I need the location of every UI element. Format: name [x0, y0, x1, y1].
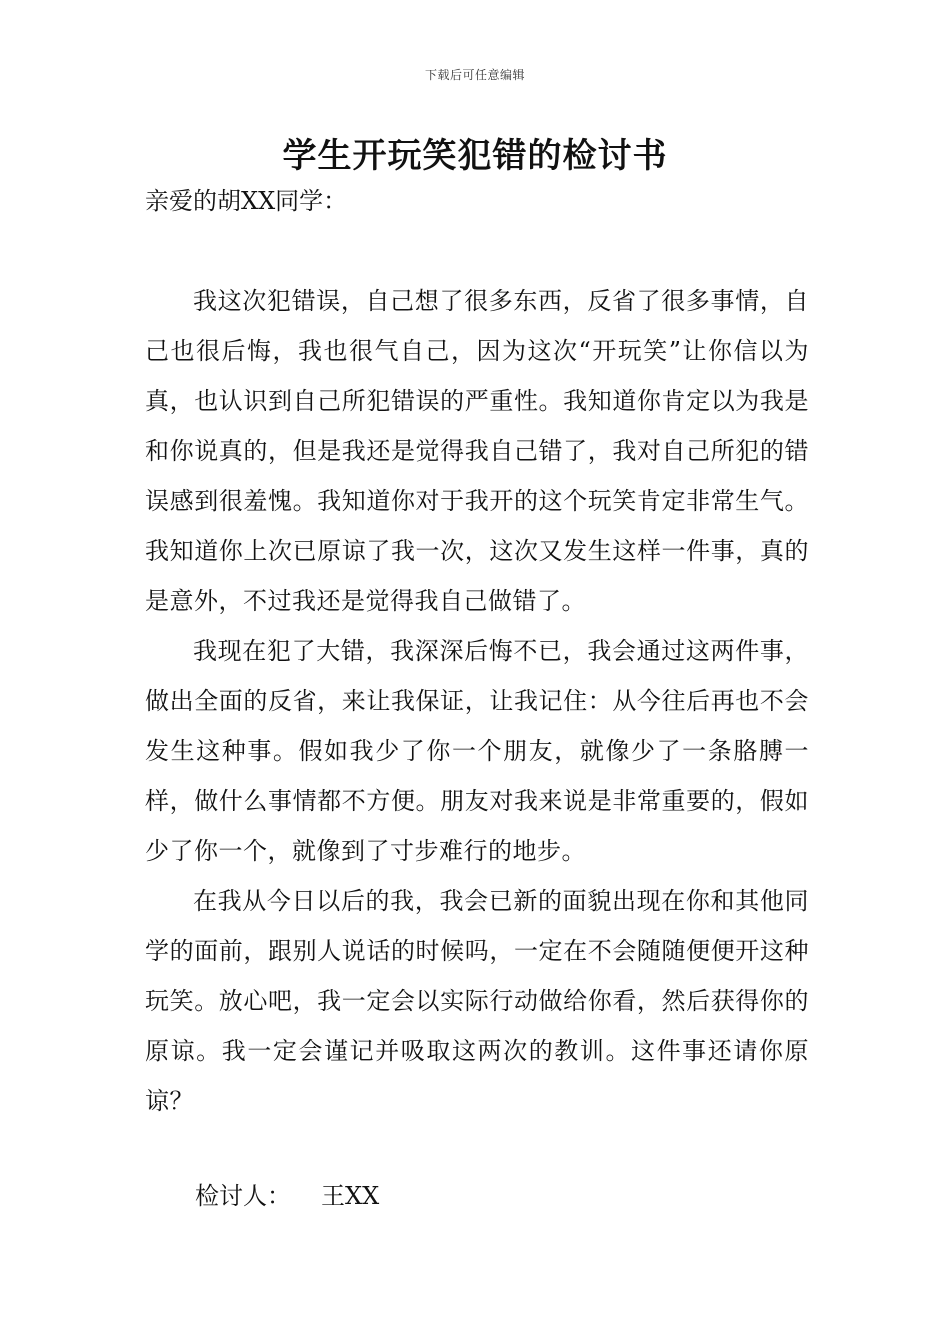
signature-label: 检讨人： — [195, 1182, 291, 1210]
signature-block — [195, 1176, 379, 1216]
paragraph-2: 我现在犯了大错，我深深后悔不已，我会通过这两件事，做出全面的反省，来让我保证，让我记住：从今往后再也不会发生这种事。假如我少了你一个朋友，就像少了一条胳膊一样，做什么事情都不方便。朋友对我来说是非常重要的，假如少了你一个，就像到了寸步难行的地步。 — [145, 637, 809, 865]
salutation: 亲爱的胡XX同学： — [145, 187, 348, 215]
letter-body — [145, 276, 809, 1126]
signature-name: 王XX — [321, 1182, 380, 1210]
paragraph-1: 我这次犯错误，自己想了很多东西，反省了很多事情，自己也很后悔，我也很气自己，因为这次“开玩笑”让你信以为真，也认识到自己所犯错误的严重性。我知道你肯定以为我是和你说真的，但是我还是觉得我自己错了，我对自己所犯的错误感到很羞愧。我知道你对于我开的这个玩笑肯定非常生气。我知道你上次已原谅了我一次，这次又发生这样一件事，真的是意外，不过我还是觉得我自己做错了。 — [145, 287, 809, 615]
document-title: 学生开玩笑犯错的检讨书 — [282, 136, 668, 176]
paragraph-3: 在我从今日以后的我，我会已新的面貌出现在你和其他同学的面前，跟别人说话的时候吗，一定在不会随随便便开这种玩笑。放心吧，我一定会以实际行动做给你看，然后获得你的原谅。我一定会谨记并吸取这两次的教训。这件事还请你原谅？ — [145, 887, 809, 1115]
header-note: 下载后可任意编辑 — [424, 68, 525, 82]
